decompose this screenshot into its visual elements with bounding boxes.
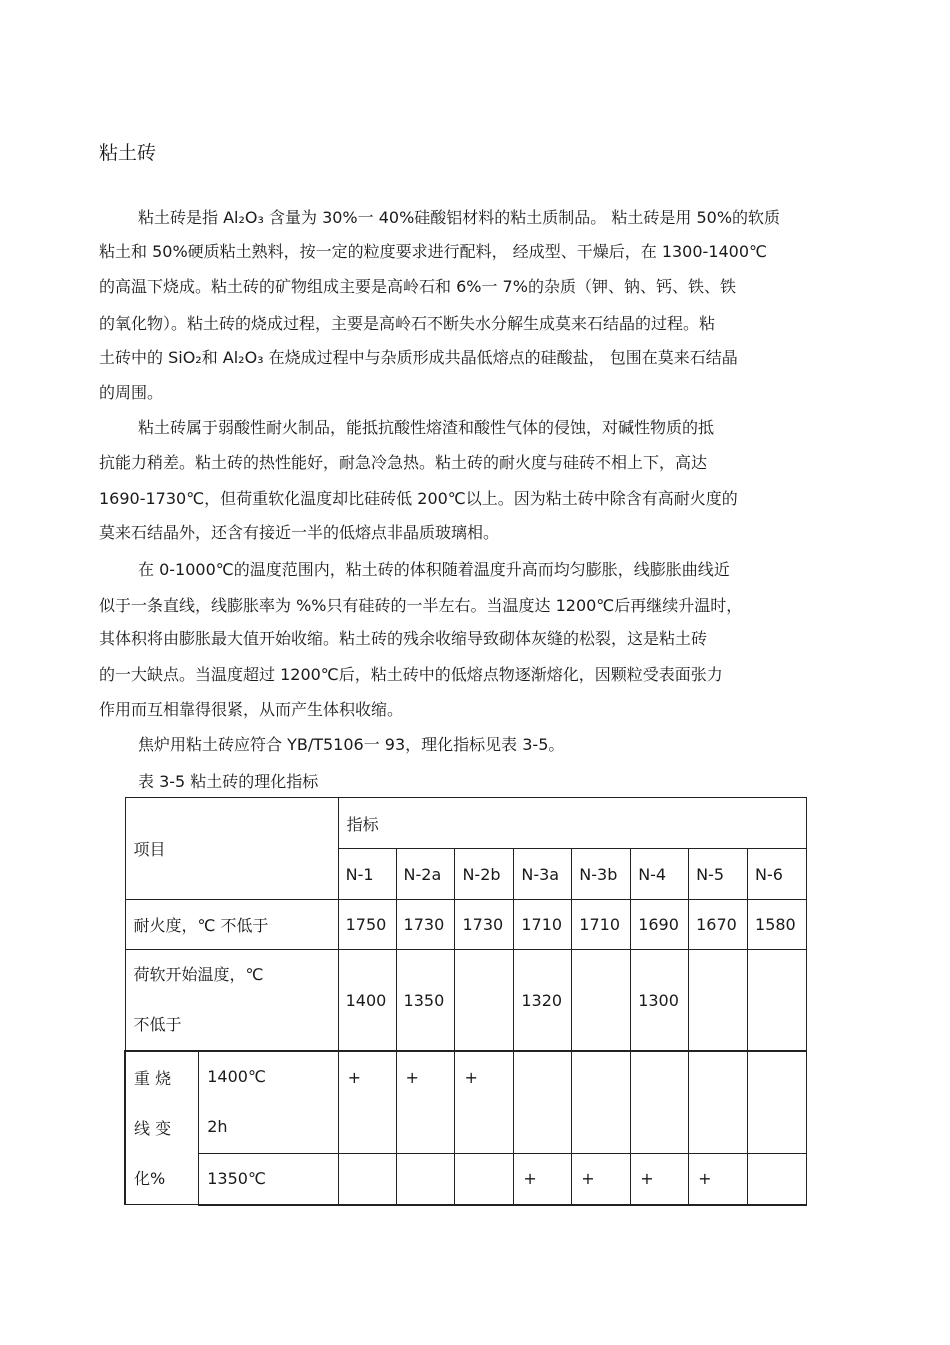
table-cell: + <box>631 1154 689 1205</box>
reheat-condition-line: 2h <box>207 1117 228 1136</box>
table-cell: + <box>572 1154 631 1205</box>
table-cell: + <box>338 1051 396 1154</box>
reheat-condition-1400 <box>199 1051 338 1154</box>
paragraph-line: 粘土砖是指 Al₂O₃ 含量为 30%一 40%硅酸铝材料的粘土质制品。 粘土砖是用 50%的软质 <box>138 208 781 227</box>
table-cell <box>748 1154 807 1205</box>
reheat-condition-1350: 1350℃ <box>199 1154 338 1205</box>
table-cell <box>338 1154 396 1205</box>
paragraph-line: 抗能力稍差。粘土砖的热性能好，耐急冷急热。粘土砖的耐火度与硅砖不相上下，高达 <box>99 453 708 472</box>
softening-label <box>125 950 338 1052</box>
grade-header: N-3a <box>514 849 572 900</box>
grade-header: N-4 <box>631 849 689 900</box>
paragraph-line: 的周围。 <box>99 383 164 402</box>
table-cell: 1400 <box>338 950 396 1052</box>
grade-header: N-2b <box>455 849 514 900</box>
table-cell <box>748 1051 807 1154</box>
table-cell <box>572 950 631 1052</box>
table-caption: 表 3-5 粘土砖的理化指标 <box>138 772 319 791</box>
paragraph-line: 在 0-1000℃的温度范围内，粘土砖的体积随着温度升高而均匀膨胀，线膨胀曲线近 <box>138 560 730 579</box>
table-cell: + <box>455 1051 514 1154</box>
grade-header: N-3b <box>572 849 631 900</box>
document-title: 粘土砖 <box>99 142 157 164</box>
grade-header: N-1 <box>338 849 396 900</box>
paragraph-line: 焦炉用粘土砖应符合 YB/T5106一 93，理化指标见表 3-5。 <box>138 735 565 754</box>
table-cell: 1730 <box>396 900 455 950</box>
table-cell: + <box>396 1051 455 1154</box>
grade-header: N-5 <box>689 849 748 900</box>
table-cell: 1710 <box>514 900 572 950</box>
table-cell: + <box>689 1154 748 1205</box>
table-cell <box>396 1154 455 1205</box>
reheat-label-line: 线 变 <box>134 1119 172 1138</box>
paragraph-line: 的氧化物）。粘土砖的烧成过程，主要是高岭石不断失水分解生成莫来石结晶的过程。粘 <box>99 314 716 333</box>
paragraph-line: 作用而互相靠得很紧，从而产生体积收缩。 <box>99 700 404 719</box>
table-cell <box>748 950 807 1052</box>
reheat-label <box>125 1051 199 1205</box>
reheat-condition-line: 1400℃ <box>207 1067 266 1086</box>
table-cell: 1710 <box>572 900 631 950</box>
table-cell: 1750 <box>338 900 396 950</box>
table-cell: + <box>514 1154 572 1205</box>
refractoriness-label: 耐火度，℃ 不低于 <box>125 900 338 950</box>
softening-label-line: 荷软开始温度，℃ <box>133 965 264 984</box>
table-cell <box>514 1051 572 1154</box>
paragraph-line: 似于一条直线，线膨胀率为 %%只有硅砖的一半左右。当温度达 1200℃后再继续升温时， <box>99 596 743 615</box>
header-index-cell: 指标 <box>338 798 806 849</box>
table-cell: 1690 <box>631 900 689 950</box>
paragraph-line: 莫来石结晶外，还含有接近一半的低熔点非晶质玻璃相。 <box>99 523 500 542</box>
table-cell: 1350 <box>396 950 455 1052</box>
table-cell <box>455 950 514 1052</box>
paragraph-line: 1690-1730℃，但荷重软化温度却比硅砖低 200℃以上。因为粘土砖中除含有高耐火度的 <box>99 489 738 508</box>
paragraph-line: 的一大缺点。当温度超过 1200℃后，粘土砖中的低熔点物逐渐熔化，因颗粒受表面张力 <box>99 665 723 684</box>
table-cell <box>689 1051 748 1154</box>
header-item-cell: 项目 <box>125 798 338 900</box>
softening-label-line: 不低于 <box>133 1015 182 1034</box>
table-cell <box>631 1051 689 1154</box>
paragraph-line: 其体积将由膨胀最大值开始收缩。粘土砖的残余收缩导致砌体灰缝的松裂，这是粘土砖 <box>99 629 708 648</box>
table-cell: 1320 <box>514 950 572 1052</box>
table-cell <box>572 1051 631 1154</box>
table-cell <box>455 1154 514 1205</box>
paragraph-line: 土砖中的 SiO₂和 Al₂O₃ 在烧成过程中与杂质形成共晶低熔点的硅酸盐， 包围在莫来石结晶 <box>99 348 738 367</box>
table-cell: 1580 <box>748 900 807 950</box>
reheat-label-line: 化% <box>134 1169 166 1188</box>
table-cell <box>689 950 748 1052</box>
paragraph-line: 粘土和 50%硬质粘土熟料，按一定的粒度要求进行配料， 经成型、干燥后，在 1300-1400℃ <box>99 242 768 261</box>
paragraph-line: 粘土砖属于弱酸性耐火制品，能抵抗酸性熔渣和酸性气体的侵蚀，对碱性物质的抵 <box>138 418 715 437</box>
table-cell: 1730 <box>455 900 514 950</box>
table-cell: 1670 <box>689 900 748 950</box>
grade-header: N-6 <box>748 849 807 900</box>
reheat-label-line: 重 烧 <box>134 1069 172 1088</box>
properties-table <box>124 797 807 1206</box>
table-cell: 1300 <box>631 950 689 1052</box>
grade-header: N-2a <box>396 849 455 900</box>
paragraph-line: 的高温下烧成。粘土砖的矿物组成主要是高岭石和 6%一 7%的杂质（钾、钠、钙、铁、铁 <box>99 277 736 296</box>
